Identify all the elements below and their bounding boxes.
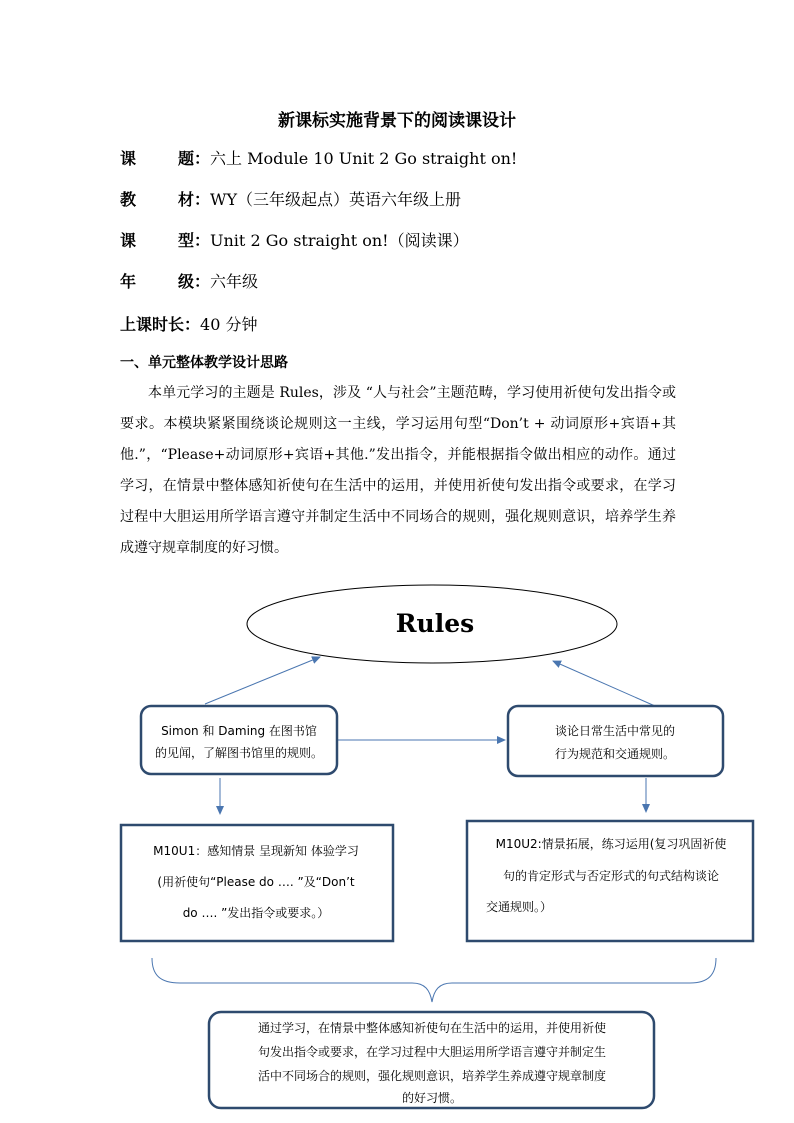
field-label: 年 — [120, 272, 137, 291]
field-value: WY（三年级起点）英语六年级上册 — [210, 190, 462, 209]
field-label: 材： — [178, 190, 211, 209]
summary-brace — [152, 958, 716, 1002]
right-top-box — [508, 706, 723, 776]
field-value: Unit 2 Go straight on!（阅读课） — [210, 231, 469, 250]
paragraph-text: 本单元学习的主题是 Rules，涉及 “人与社会”主题范畴，学习使用祈使句发出指令或要求。本模块紧紧围绕谈论规则这一主线，学习运用句型“Don’t + 动词原形+宾语+其他.”，“Please+动词原形+宾语+其他.”发出指令，并能根据指令做出相应的动作。通过学习，在情景中整体感知祈使句在生活中的运用，并使用祈使句发出指令或要求，在学习过程中大胆运用所学语言遵守并制定生活中不同场合的规则，强化规则意识，培养学生养成遵守规章制度的好习惯。 — [120, 385, 676, 556]
left-bottom-line: do …. ”发出指令或要求。） — [182, 906, 330, 920]
field-label: 课 — [120, 149, 137, 168]
right-bottom-line: 交通规则。） — [485, 900, 553, 914]
left-bottom-line: (用祈使句“Please do …. ”及“Don’t — [157, 875, 355, 889]
field-label: 题： — [178, 149, 211, 168]
section-heading: 一、单元整体教学设计思路 — [120, 355, 288, 371]
left-top-line: Simon 和 Daming 在图书馆 — [161, 724, 317, 738]
field-value: 40 分钟 — [200, 315, 258, 334]
right-top-line: 谈论日常生活中常见的 — [554, 724, 676, 738]
right-top-line: 行为规范和交通规则。 — [554, 747, 676, 761]
summary-line: 通过学习，在情景中整体感知祈使句在生活中的运用，并使用祈使 — [257, 1021, 607, 1035]
left-bottom-line: M10U1：感知情景 呈现新知 体验学习 — [153, 844, 359, 858]
left-top-box — [141, 706, 337, 774]
field-label: 型： — [178, 231, 211, 250]
summary-line: 句发出指令或要求，在学习过程中大胆运用所学语言遵守并制定生 — [257, 1045, 607, 1059]
arrow-right-to-rules — [553, 661, 655, 706]
right-bottom-line: 句的肯定形式与否定形式的句式结构谈论 — [502, 869, 720, 883]
field-label: 上课时长： — [120, 315, 201, 334]
field-label: 级： — [178, 272, 211, 291]
summary-line: 活中不同场合的规则，强化规则意识，培养学生养成遵守规章制度 — [257, 1069, 607, 1083]
field-label: 教 — [120, 190, 137, 209]
field-label: 课 — [120, 231, 137, 250]
right-bottom-line: M10U2:情景拓展，练习运用(复习巩固祈使 — [495, 837, 727, 851]
summary-line: 的好习惯。 — [401, 1091, 463, 1105]
rules-label: Rules — [395, 609, 475, 638]
left-top-line: 的见闻，了解图书馆里的规则。 — [154, 746, 324, 760]
arrow-left-to-rules — [205, 657, 320, 704]
document-title: 新课标实施背景下的阅读课设计 — [278, 111, 516, 131]
field-value: 六年级 — [210, 272, 259, 291]
field-value: 六上 Module 10 Unit 2 Go straight on! — [210, 149, 518, 168]
